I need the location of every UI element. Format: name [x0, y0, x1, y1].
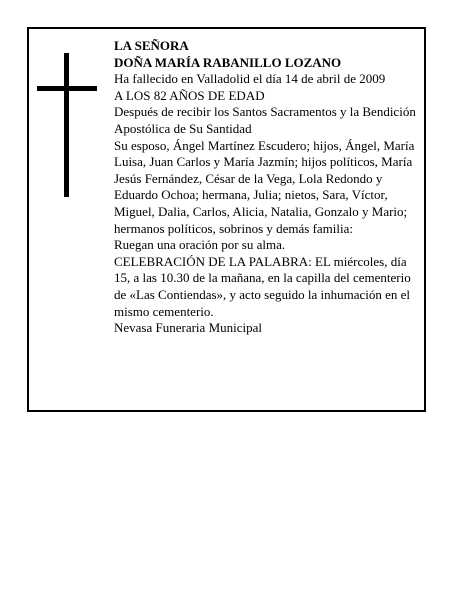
cross-horizontal-bar [37, 86, 97, 91]
ceremony-details: CELEBRACIÓN DE LA PALABRA: EL miércoles, día 15, a las 10.30 de la mañana, en la capilla del cementerio de «Las Contiendas», y acto seguido la inhumación en el mismo cementerio. [114, 253, 411, 319]
notice-body [114, 38, 424, 337]
sacraments-statement: Después de recibir los Santos Sacramentos y la Bendición Apostólica de Su Santidad [114, 104, 416, 136]
prayer-request: Ruegan una oración por su alma. [114, 237, 286, 253]
cross-vertical-bar [64, 53, 69, 197]
cross-icon [37, 53, 97, 197]
family-list: Su esposo, Ángel Martínez Escudero; hijos, Ángel, María Luisa, Juan Carlos y María Jazmín; hijos políticos, María Jesús Fernández, César de la Vega, Lola Redondo y Eduardo Ochoa; hermana, Julia; nietos, Sara, Víctor, Miguel, Dalia, Carlos, Alicia, Natalia, Gonzalo y Mario; hermanos políticos, sobrinos y demás familia: [114, 137, 415, 236]
funeral-home: Nevasa Funeraria Municipal [114, 320, 263, 336]
notice-heading: LA SEÑORA [114, 38, 189, 53]
age-statement: A LOS 82 AÑOS DE EDAD [114, 87, 265, 103]
deceased-name: DOÑA MARÍA RABANILLO LOZANO [114, 54, 342, 70]
death-statement: Ha fallecido en Valladolid el día 14 de abril de 2009 [114, 71, 386, 87]
